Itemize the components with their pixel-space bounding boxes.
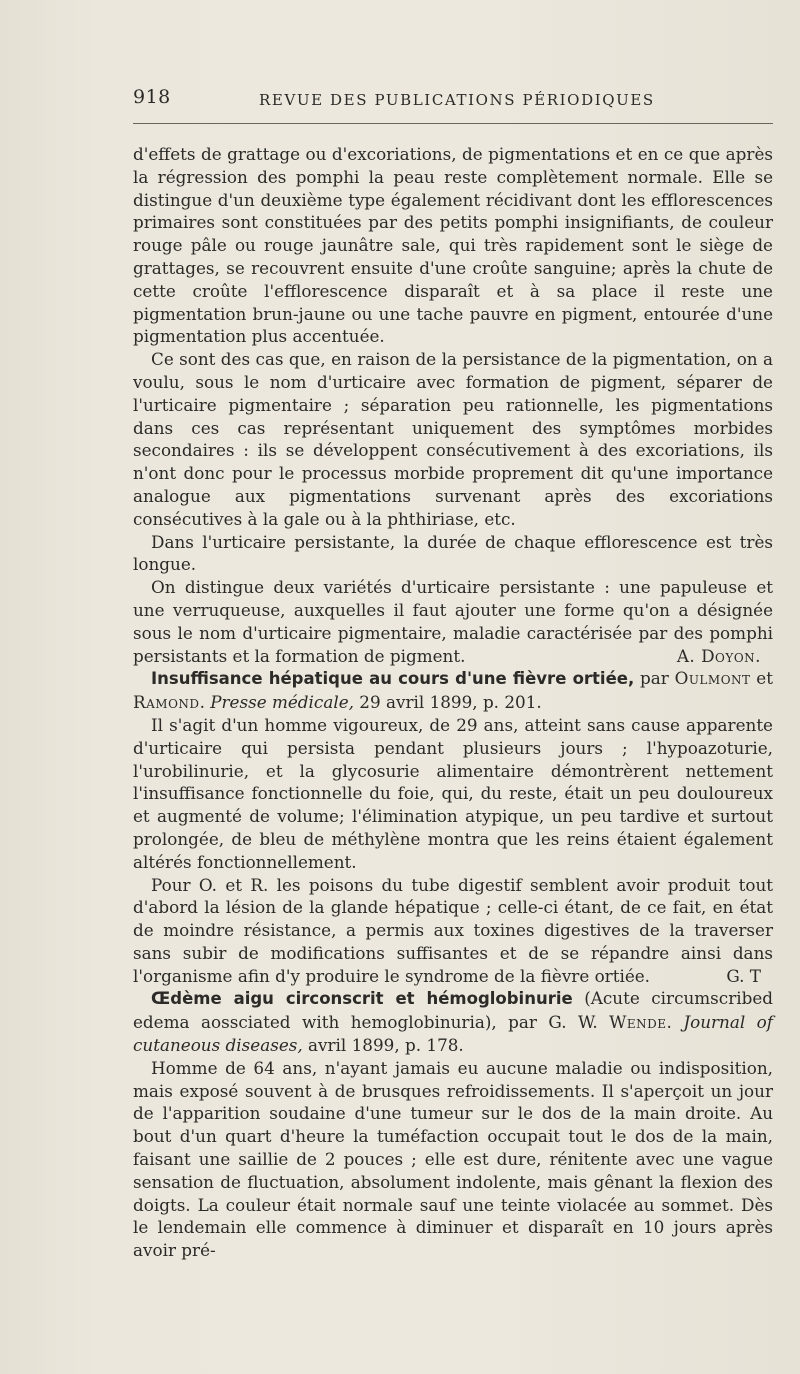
body-text — [133, 143, 773, 1262]
paragraph-text: Pour O. et R. les poisons du tube digestif semblent avoir produit tout d'abord la lésion de la glande hépatique ; celle-ci étant, de ce fait, en état de moindre résistance, a permis aux toxines digestives de la traverser sans subir de modifications suffisantes et de se répandre ainsi dans l'organisme afin d'y produire le syndrome de la fièvre ortiée. — [133, 874, 773, 986]
header-rule — [133, 123, 773, 124]
journal-name: Journal of cutaneous diseases, — [133, 1012, 773, 1056]
signature: G. T — [726, 965, 761, 986]
article-title: Insuffisance hépatique au cours d'une fièvre ortiée, — [151, 669, 635, 689]
signature: A. Doyon. — [676, 645, 761, 666]
by-text: par — [634, 668, 675, 689]
separator: . — [666, 1012, 684, 1033]
and-text: et — [750, 668, 773, 689]
paragraph-text: On distingue deux variétés d'urticaire persistante : une papuleuse et une verruqueuse, auxquelles il faut ajouter une forme qu'on a désignée sous le nom d'urticaire pigmentaire, maladie caractérisée par des pomphi persistants et la formation de pigment. — [133, 577, 773, 666]
page-header — [133, 86, 773, 116]
running-title: REVUE DES PUBLICATIONS PÉRIODIQUES — [259, 91, 655, 109]
paragraph: Dans l'urticaire persistante, la durée de chaque efflorescence est très longue. — [133, 531, 773, 575]
separator: . — [199, 692, 211, 713]
article-title: Œdème aigu circonscrit et hémoglobinurie — [151, 989, 573, 1009]
journal-name: Presse médicale, — [210, 692, 354, 713]
paragraph — [133, 874, 773, 988]
article-heading — [133, 667, 773, 714]
paragraph: Il s'agit d'un homme vigoureux, de 29 ans, atteint sans cause apparente d'urticaire qui persista pendant plusieurs jours ; l'hypoazoturie, l'urobilinurie, et la glycosurie alimentaire démontrèrent nettement l'insuffisance fonctionnelle du foie, qui, du reste, était un peu douloureux et augmenté de volume; l'élimination atypique, un peu tardive et surtout prolongée, de bleu de méthylène montra que les reins étaient également altérés fonctionnellement. — [133, 714, 773, 872]
author-name: Ramond — [133, 692, 200, 713]
paragraph: Ce sont des cas que, en raison de la persistance de la pigmentation, on a voulu, sous le nom d'urticaire avec formation de pigment, séparer de l'urticaire pigmentaire ; séparation peu rationnelle, les pigmentations dans ces cas représentant uniquement des symptômes morbides secondaires : ils se développent consécutivement à des excoriations, ils n'ont donc pour le processus morbide proprement dit qu'une importance analogue aux pigmentations survenant après des excoriations consécutives à la gale ou à la phthiriase, etc. — [133, 349, 773, 529]
article-subtitle: (Acute circumscribed edema aossciated with hemoglobinuria), par G. W. — [133, 988, 773, 1033]
citation: 29 avril 1899, p. 201. — [353, 692, 542, 713]
citation: avril 1899, p. 178. — [302, 1035, 464, 1056]
paragraph: Homme de 64 ans, n'ayant jamais eu aucune maladie ou indisposition, mais exposé souvent à de brusques refroidissements. Il s'aperçoit un jour de l'apparition soudaine d'une tumeur sur le dos de la main droite. Au bout d'un quart d'heure la tuméfaction occupait tout le dos de la main, faisant une saillie de 2 pouces ; elle est dure, rénitente avec une vague sensation de fluctuation, absolument indolente, mais gênant la flexion des doigts. La couleur était normale sauf une teinte violacée au sommet. Dès le lendemain elle commence à diminuer et disparaît en 10 jours après avoir pré- — [133, 1057, 773, 1261]
author-name: Wende — [609, 1012, 667, 1033]
author-name: Oulmont — [674, 668, 751, 689]
paragraph-continuation: d'effets de grattage ou d'excoriations, de pigmentations et en ce que après la régression des pomphi la peau reste complètement normale. Elle se distingue d'un deuxième type également récidivant dont les efflorescences primaires sont constituées par des petits pomphi insignifiants, de couleur rouge pâle ou rouge jaunâtre sale, qui très rapidement sont le siège de grattages, se recouvrent ensuite d'une croûte sanguine; après la chute de cette croûte l'efflorescence disparaît et à sa place il reste une pigmentation brun-jaune ou une tache pauvre en pigment, entourée d'une pigmentation plus accentuée. — [133, 144, 773, 347]
paragraph — [133, 576, 773, 667]
page-number: 918 — [133, 86, 171, 108]
article-heading — [133, 987, 773, 1056]
